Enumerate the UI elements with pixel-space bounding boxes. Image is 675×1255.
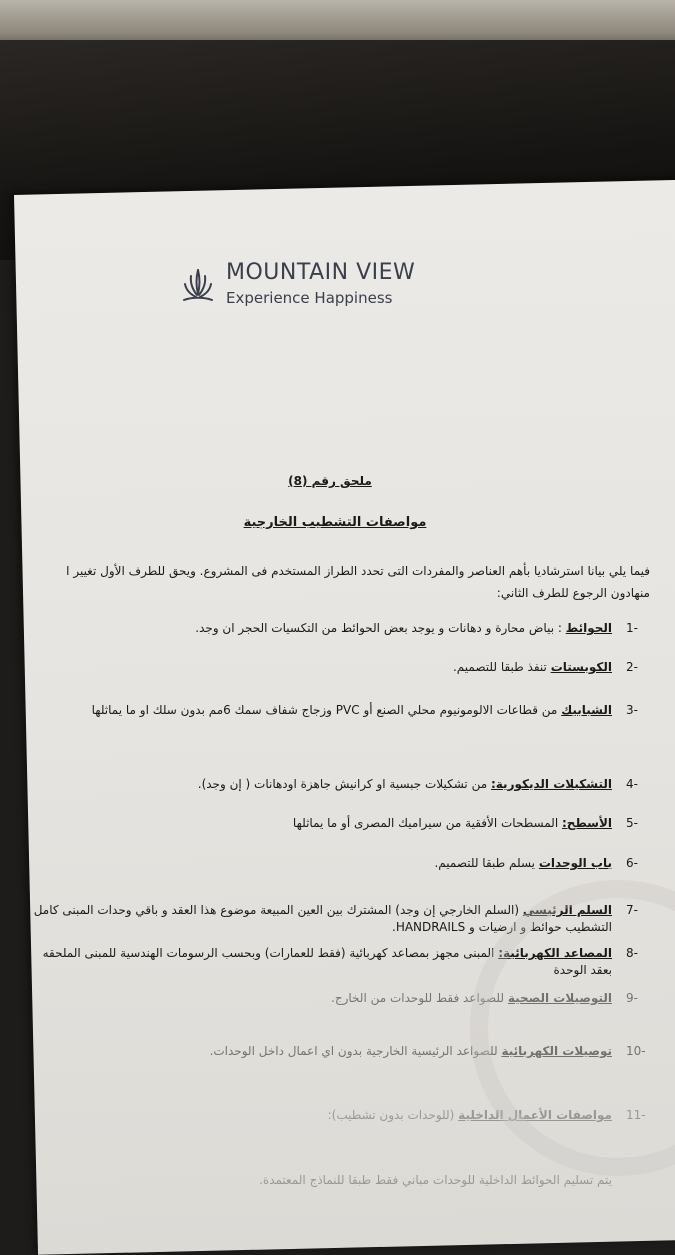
item-text: من قطاعات الالومونيوم محلي الصنع أو PVC وزجاج شفاف سمك 6مم بدون سلك او ما يماثلها	[91, 703, 558, 717]
item-key: الأسطح:	[562, 816, 612, 830]
item-key: التوصيلات الصحية	[507, 991, 612, 1005]
item-text: (للوحدات بدون تشطيب):	[327, 1108, 455, 1122]
item-text: تنفذ طبقا للتصميم.	[452, 660, 547, 674]
item-key: الكوبستات	[550, 660, 612, 674]
footer-text: يتم تسليم الحوائط الداخلية للوحدات مباني فقط طبقا للنماذج المعتمدة.	[259, 1173, 612, 1187]
spec-title: مواصفات التشطيب الخارجية	[243, 515, 427, 530]
item-number: 4-	[626, 777, 638, 791]
item-text: المسطحات الأفقية من سيراميك المصرى أو ما يماثلها	[292, 816, 559, 830]
item-number: 11-	[626, 1108, 646, 1122]
item-text: : بياض محارة و دهانات و يوجد بعض الحوائط من التكسيات الحجر ان وجد.	[195, 621, 562, 635]
item-key: الشبابيك	[561, 703, 612, 717]
item-key: السلم الرئيسي	[522, 903, 612, 917]
item-text-continued: بعقد الوحدة	[553, 963, 612, 977]
item-key: التشكيلات الديكورية:	[490, 777, 612, 791]
brand-tagline: Experience Happiness	[226, 289, 393, 307]
item-text: المبنى مجهز بمصاعد كهربائية (فقط للعمارات) وبحسب الرسومات الهندسية للمبنى الملحقه	[42, 946, 495, 960]
item-text: للصواعد الرئيسية الخارجية بدون اي اعمال داخل الوحدات.	[209, 1044, 498, 1058]
item-number: 3-	[626, 703, 638, 717]
item-text-continued: التشطيب حوائط و ارضيات و HANDRAILS.	[392, 920, 612, 934]
brand-name: MOUNTAIN VIEW	[226, 260, 416, 285]
item-key: المصاعد الكهربائية:	[498, 946, 612, 960]
item-number: 9-	[626, 991, 638, 1005]
item-number: 2-	[626, 660, 638, 674]
item-text: يسلم طبقا للتصميم.	[434, 856, 536, 870]
item-number: 5-	[626, 816, 638, 830]
item-number: 10-	[626, 1044, 646, 1058]
intro-paragraph	[20, 560, 650, 604]
annex-title: ملحق رقم (8)	[288, 474, 372, 488]
item-text: من تشكيلات جبسية او كرانيش جاهزة اودهانات ( إن وجد).	[197, 777, 488, 791]
item-key: مواصفات الأعمال الداخلية	[458, 1108, 612, 1122]
item-number: 1-	[626, 621, 638, 635]
item-number: 8-	[626, 946, 638, 960]
item-key: الحوائط	[565, 621, 612, 635]
item-number: 6-	[626, 856, 638, 870]
item-text: للصواعد فقط للوحدات من الخارج.	[331, 991, 505, 1005]
item-number: 7-	[626, 903, 638, 917]
item-key: توصيلات الكهربائية	[501, 1044, 612, 1058]
item-key: باب الوحدات	[538, 856, 612, 870]
item-text: (السلم الخارجي إن وجد) المشترك بين العين المبيعة موضوع هذا العقد و باقي وحدات المبنى كامل	[33, 903, 520, 917]
intro-line: منهادون الرجوع للطرف الثاني:	[496, 586, 650, 600]
intro-line: فيما يلي بيانا استرشاديا بأهم العناصر والمفردات التى تحدد الطراز المستخدم فى المشروع. ويحق للطرف الأول تغيير ا	[66, 564, 650, 578]
